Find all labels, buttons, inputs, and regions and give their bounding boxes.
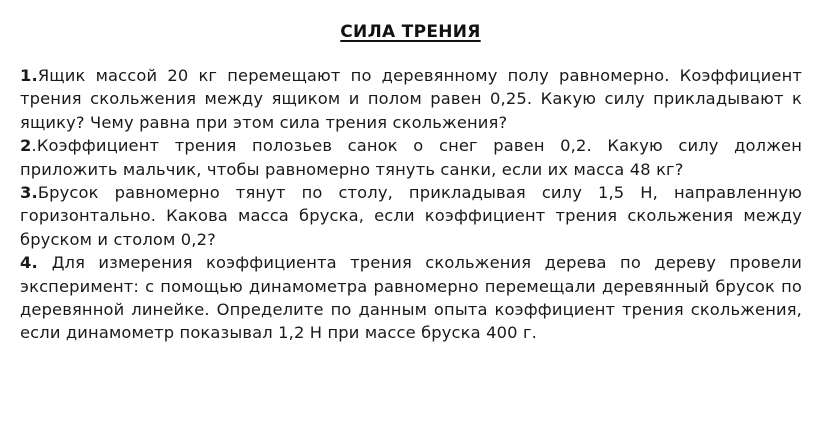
problem-text: Коэффициент трения полозьев санок о снег равен 0,2. Какую силу должен приложить мальчик, чтобы равномерно тянуть санки, если их масса 48 кг? bbox=[20, 136, 802, 179]
problem-text: Для измерения коэффициента трения скольжения дерева по дереву провели эксперимент: с помощью динамометра равномерно перемещали деревянный брусок по деревянной линейке. Определите по данным опыта коэффициент трения скольжения, если динамометр показывал 1,2 Н при массе бруска 400 г. bbox=[20, 253, 803, 343]
problem-1 bbox=[20, 64, 802, 134]
problem-number: 4 bbox=[20, 253, 32, 273]
problem-number: 1 bbox=[20, 66, 32, 85]
problem-2 bbox=[20, 134, 802, 181]
problem-number: 2 bbox=[20, 136, 32, 156]
problem-3 bbox=[20, 181, 802, 251]
problem-number-separator: . bbox=[31, 136, 37, 156]
problem-number-separator: . bbox=[31, 253, 52, 273]
problem-number: 3 bbox=[20, 183, 32, 203]
problem-list bbox=[20, 64, 802, 345]
problem-number-separator: . bbox=[31, 66, 38, 85]
problem-text: Ящик массой 20 кг перемещают по деревянному полу равномерно. Коэффициент трения скольжения между ящиком и полом равен 0,25. Какую силу прикладывают к ящику? Чему равна при этом сила трения скольжения? bbox=[20, 66, 802, 132]
problem-text: Брусок равномерно тянут по столу, прикладывая силу 1,5 Н, направленную горизонтально. Какова масса бруска, если коэффициент трения скольжения между бруском и столом 0,2? bbox=[20, 183, 802, 249]
page-title: СИЛА ТРЕНИЯ bbox=[340, 22, 481, 42]
problem-4 bbox=[20, 251, 802, 345]
problem-number-separator: . bbox=[31, 183, 38, 203]
